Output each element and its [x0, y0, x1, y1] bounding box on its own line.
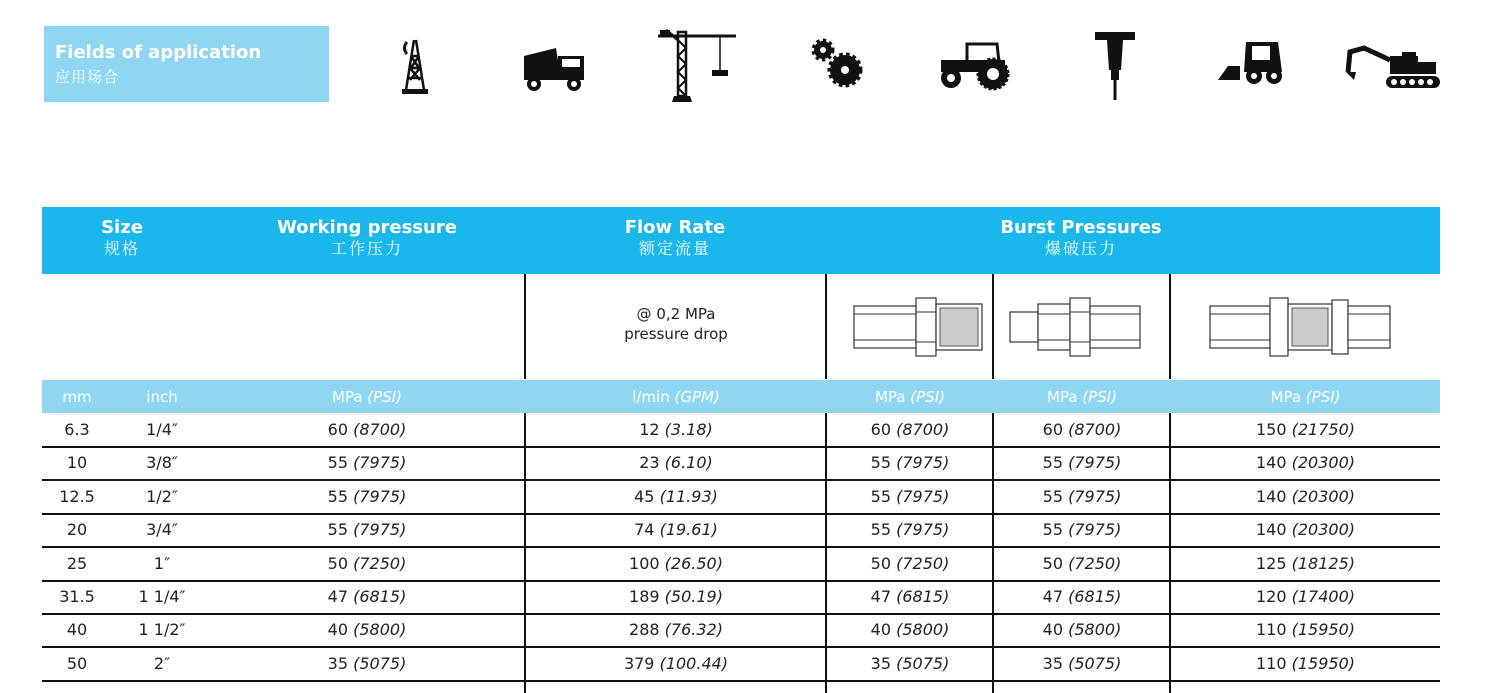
flow-note-line2: pressure drop: [624, 325, 728, 343]
cell-b3: 110 (15950): [1255, 653, 1356, 673]
excavator-icon: [1344, 44, 1442, 92]
unit-burst-female: MPa (PSI): [875, 388, 945, 406]
cell-mm: 40: [66, 620, 88, 640]
cell-mm: 10: [66, 453, 88, 473]
table-header: [42, 207, 1440, 274]
cell-b3: 140 (20300): [1255, 453, 1356, 473]
cell-b2: 40 (5800): [1042, 620, 1122, 640]
cell-wp: 35 (5075): [327, 653, 407, 673]
header-working-pressure: Working pressure 工作压力: [277, 217, 457, 258]
cell-wp: 60 (8700): [327, 420, 407, 439]
cell-b2: 35 (5075): [1042, 653, 1122, 673]
male-coupling-drawing: [1008, 292, 1148, 362]
cell-b2: 55 (7975): [1042, 486, 1122, 506]
table-row: [42, 446, 1440, 481]
cell-b1: 35 (5075): [870, 653, 950, 673]
cell-mm: 6.3: [64, 420, 90, 439]
cell-flow: 45 (11.93): [634, 486, 718, 506]
divider: [1169, 274, 1171, 379]
cell-flow: 288 (76.32): [629, 620, 723, 640]
cell-wp: 55 (7975): [327, 453, 407, 473]
cell-b2: 50 (7250): [1042, 553, 1122, 573]
cell-flow: 12 (3.18): [639, 420, 713, 439]
cell-inch: 1/4″: [146, 420, 178, 439]
units-row: [42, 380, 1440, 413]
divider: [524, 413, 526, 693]
fields-title: Fields of application: [55, 42, 262, 63]
table-row: [42, 413, 1440, 448]
unit-flow: l/min (GPM): [632, 388, 720, 406]
cell-mm: 12.5: [59, 486, 95, 506]
cell-b1: 60 (8700): [870, 420, 950, 439]
cell-wp: 50 (7250): [327, 553, 407, 573]
cell-inch: 3/8″: [146, 453, 178, 473]
cell-flow: 100 (26.50): [629, 553, 723, 573]
unit-burst-coupled: MPa (PSI): [1270, 388, 1341, 406]
female-coupling-drawing: [852, 292, 992, 362]
cell-mm: 50: [66, 653, 88, 673]
divider: [992, 274, 994, 379]
cell-wp: 47 (6815): [327, 587, 407, 606]
unit-working: MPa (PSI): [332, 388, 402, 406]
table-row: [42, 647, 1440, 682]
jackhammer-icon: [1093, 28, 1137, 102]
cell-b1: 50 (7250): [870, 553, 950, 573]
cell-mm: 20: [66, 520, 88, 540]
tractor-icon: [937, 40, 1013, 92]
cell-b1: 55 (7975): [870, 486, 950, 506]
header-flow-rate: Flow Rate 额定流量: [624, 217, 726, 258]
cell-b3: 125 (18125): [1255, 553, 1356, 573]
flow-note: [526, 304, 826, 344]
cell-b3: 110 (15950): [1255, 620, 1356, 640]
oil-derrick-icon: [396, 36, 434, 96]
gears-icon: [810, 38, 866, 90]
cell-inch: 1″: [153, 553, 171, 573]
unit-inch: inch: [146, 388, 178, 406]
cell-b2: 55 (7975): [1042, 520, 1122, 540]
cell-b1: 47 (6815): [870, 587, 950, 606]
cell-inch: 3/4″: [146, 520, 178, 540]
unit-mm: mm: [62, 388, 92, 406]
tower-crane-icon: [656, 26, 740, 104]
fields-of-application-box: [44, 26, 329, 102]
cell-mm: 31.5: [59, 587, 95, 606]
cell-b3: 140 (20300): [1255, 486, 1356, 506]
cell-b2: 60 (8700): [1042, 420, 1122, 439]
cell-wp: 55 (7975): [327, 486, 407, 506]
cell-b3: 150 (21750): [1255, 420, 1356, 439]
cell-b2: 47 (6815): [1042, 587, 1122, 606]
table-row: [42, 613, 1440, 648]
divider: [992, 413, 994, 693]
cell-flow: 74 (19.61): [634, 520, 718, 540]
flow-note-line1: @ 0,2 MPa: [636, 305, 716, 323]
divider: [825, 413, 827, 693]
skid-steer-loader-icon: [1216, 40, 1292, 86]
fields-subtitle: 应用场合: [55, 68, 120, 86]
cell-b2: 55 (7975): [1042, 453, 1122, 473]
cell-wp: 55 (7975): [327, 520, 407, 540]
cell-b1: 40 (5800): [870, 620, 950, 640]
cell-b3: 120 (17400): [1255, 587, 1356, 606]
cell-inch: 1 1/4″: [138, 587, 186, 606]
header-burst-pressures: Burst Pressures 爆破压力: [1000, 217, 1162, 258]
table-row: [42, 580, 1440, 615]
cell-flow: 23 (6.10): [639, 453, 713, 473]
cell-mm: 25: [66, 553, 88, 573]
cell-inch: 2″: [153, 653, 171, 673]
divider: [825, 274, 827, 379]
cell-inch: 1/2″: [146, 486, 178, 506]
table-row: [42, 480, 1440, 515]
cell-flow: 189 (50.19): [629, 587, 723, 606]
cell-flow: 379 (100.44): [623, 653, 729, 673]
cell-inch: 1 1/2″: [138, 620, 186, 640]
table-row: [42, 547, 1440, 582]
coupled-pair-drawing: [1208, 292, 1394, 362]
cell-b1: 55 (7975): [870, 520, 950, 540]
dump-truck-icon: [522, 44, 588, 94]
table-row: [42, 513, 1440, 548]
header-size: Size 规格: [101, 217, 143, 258]
divider: [524, 274, 526, 379]
cell-b3: 140 (20300): [1255, 520, 1356, 540]
divider: [1169, 413, 1171, 693]
cell-wp: 40 (5800): [327, 620, 407, 640]
unit-burst-male: MPa (PSI): [1047, 388, 1117, 406]
cell-b1: 55 (7975): [870, 453, 950, 473]
